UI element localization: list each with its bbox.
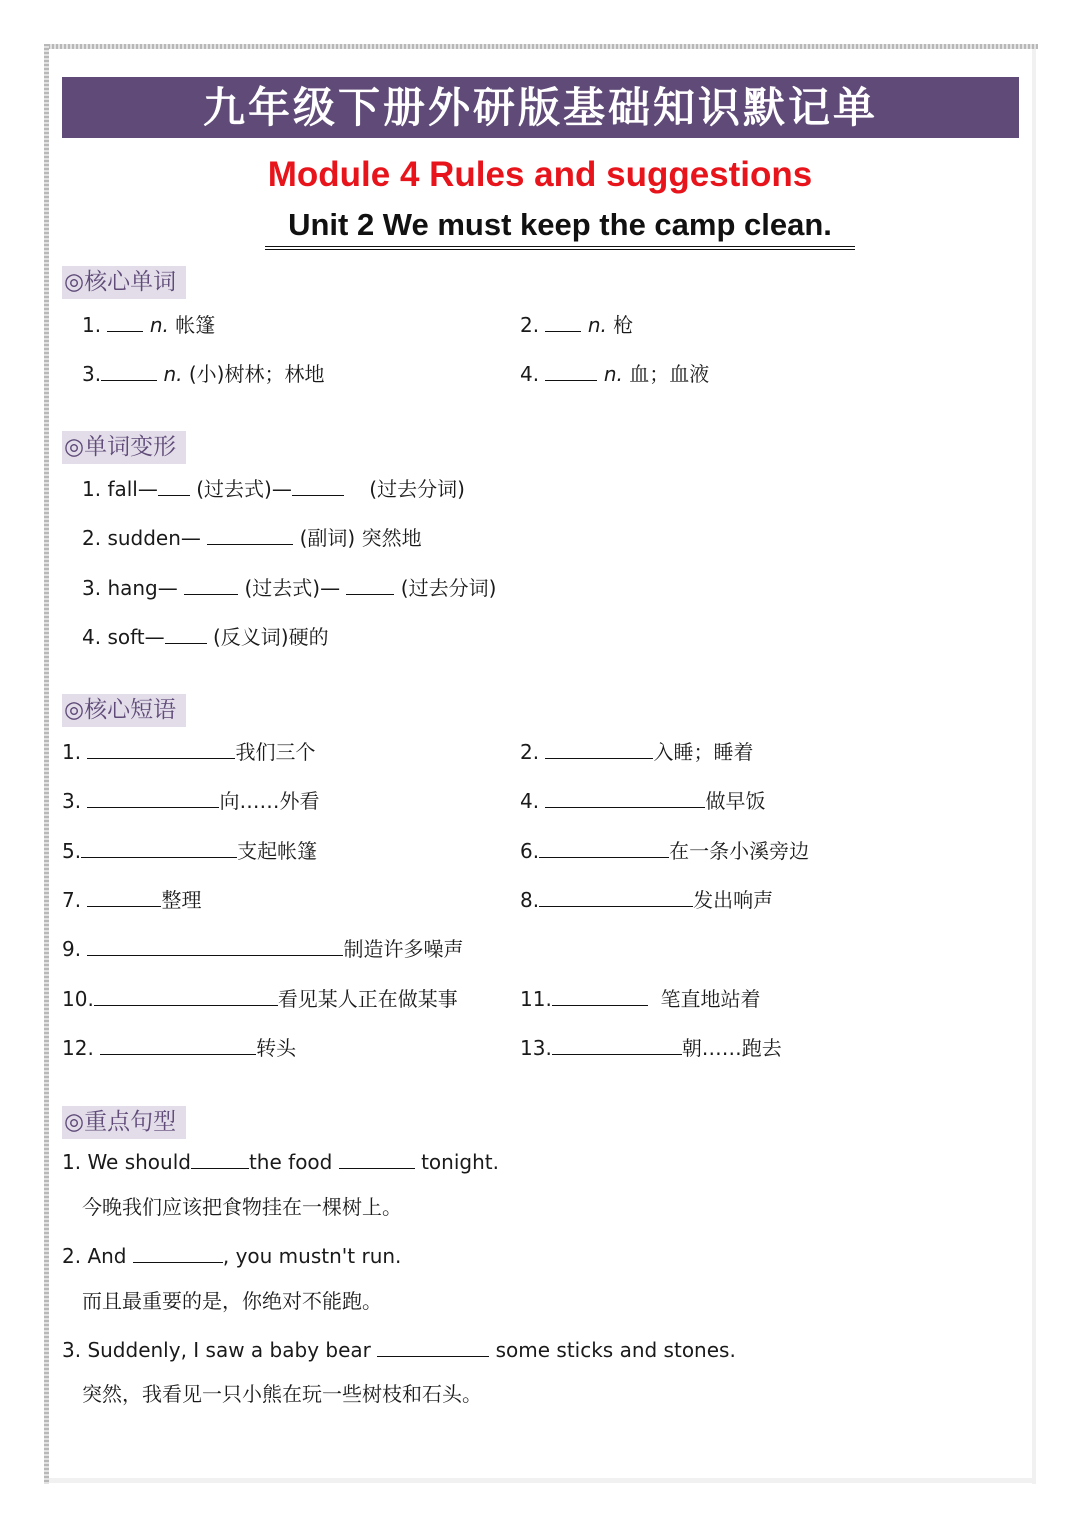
sentence-translation: 而且最重要的是，你绝对不能跑。: [82, 1289, 382, 1313]
answer-blank[interactable]: [339, 1150, 415, 1169]
answer-blank[interactable]: [107, 313, 143, 332]
core-word-item: 4. n. 血；血液: [520, 362, 710, 386]
sentence-item: 3. Suddenly, I saw a baby bear some sticks and stones.: [62, 1338, 736, 1362]
page-border-left: [44, 44, 49, 1484]
answer-blank[interactable]: [346, 576, 394, 595]
answer-blank[interactable]: [100, 1036, 256, 1055]
page-banner-title: 九年级下册外研版基础知识默记单: [62, 77, 1019, 138]
answer-blank[interactable]: [191, 1150, 249, 1169]
answer-blank[interactable]: [94, 987, 278, 1006]
word-form-item: 2. sudden— (副词) 突然地: [82, 526, 422, 550]
answer-blank[interactable]: [101, 362, 157, 381]
section-core-phrases-header: ◎核心短语: [62, 694, 186, 727]
answer-blank[interactable]: [133, 1244, 223, 1263]
answer-blank[interactable]: [552, 987, 648, 1006]
answer-blank[interactable]: [165, 625, 207, 644]
answer-blank[interactable]: [158, 477, 190, 496]
answer-blank[interactable]: [545, 740, 653, 759]
answer-blank[interactable]: [292, 477, 344, 496]
sentence-item: 1. We should the food tonight.: [62, 1150, 499, 1174]
word-form-item: 4. soft— (反义词)硬的: [82, 625, 329, 649]
sentence-translation: 今晚我们应该把食物挂在一棵树上。: [82, 1195, 402, 1219]
phrase-item: 10. 看见某人正在做某事: [62, 987, 458, 1011]
answer-blank[interactable]: [184, 576, 238, 595]
answer-blank[interactable]: [207, 526, 293, 545]
answer-blank[interactable]: [87, 740, 235, 759]
phrase-item: 5. 支起帐篷: [62, 839, 318, 863]
answer-blank[interactable]: [539, 839, 669, 858]
phrase-item: 13. 朝……跑去: [520, 1036, 782, 1060]
phrase-item: 2. 入睡；睡着: [520, 740, 754, 764]
phrase-item: 3. 向……外看: [62, 789, 320, 813]
page-border-bottom: [49, 1478, 1036, 1483]
phrase-item: 4. 做早饭: [520, 789, 766, 813]
answer-blank[interactable]: [377, 1338, 489, 1357]
unit-title: Unit 2 We must keep the camp clean.: [265, 207, 855, 250]
phrase-item: 1. 我们三个: [62, 740, 316, 764]
phrase-item: 11. 笔直地站着: [520, 987, 761, 1011]
answer-blank[interactable]: [545, 313, 581, 332]
phrase-item: 12. 转头: [62, 1036, 297, 1060]
answer-blank[interactable]: [81, 839, 237, 858]
answer-blank[interactable]: [87, 888, 161, 907]
sentence-translation: 突然，我看见一只小熊在玩一些树枝和石头。: [82, 1382, 482, 1406]
answer-blank[interactable]: [539, 888, 693, 907]
core-word-item: 3. n. (小)树林；林地: [82, 362, 325, 386]
core-word-item: 1. n. 帐篷: [82, 313, 216, 337]
section-key-sentences-header: ◎重点句型: [62, 1106, 186, 1139]
phrase-item: 7. 整理: [62, 888, 202, 912]
word-form-item: 3. hang— (过去式)— (过去分词): [82, 576, 497, 600]
section-word-forms-header: ◎单词变形: [62, 431, 186, 464]
page-border-top: [44, 44, 1038, 49]
module-title: Module 4 Rules and suggestions: [267, 155, 813, 194]
answer-blank[interactable]: [545, 362, 597, 381]
word-form-item: 1. fall— (过去式)— (过去分词): [82, 477, 465, 501]
phrase-item: 8. 发出响声: [520, 888, 774, 912]
answer-blank[interactable]: [552, 1036, 682, 1055]
core-word-item: 2. n. 枪: [520, 313, 634, 337]
section-core-words-header: ◎核心单词: [62, 266, 186, 299]
phrase-item: 9. 制造许多噪声: [62, 937, 464, 961]
sentence-item: 2. And , you mustn't run.: [62, 1244, 402, 1268]
page-border-right: [1032, 49, 1036, 1484]
answer-blank[interactable]: [545, 789, 705, 808]
answer-blank[interactable]: [87, 789, 219, 808]
phrase-item: 6. 在一条小溪旁边: [520, 839, 810, 863]
answer-blank[interactable]: [87, 937, 343, 956]
